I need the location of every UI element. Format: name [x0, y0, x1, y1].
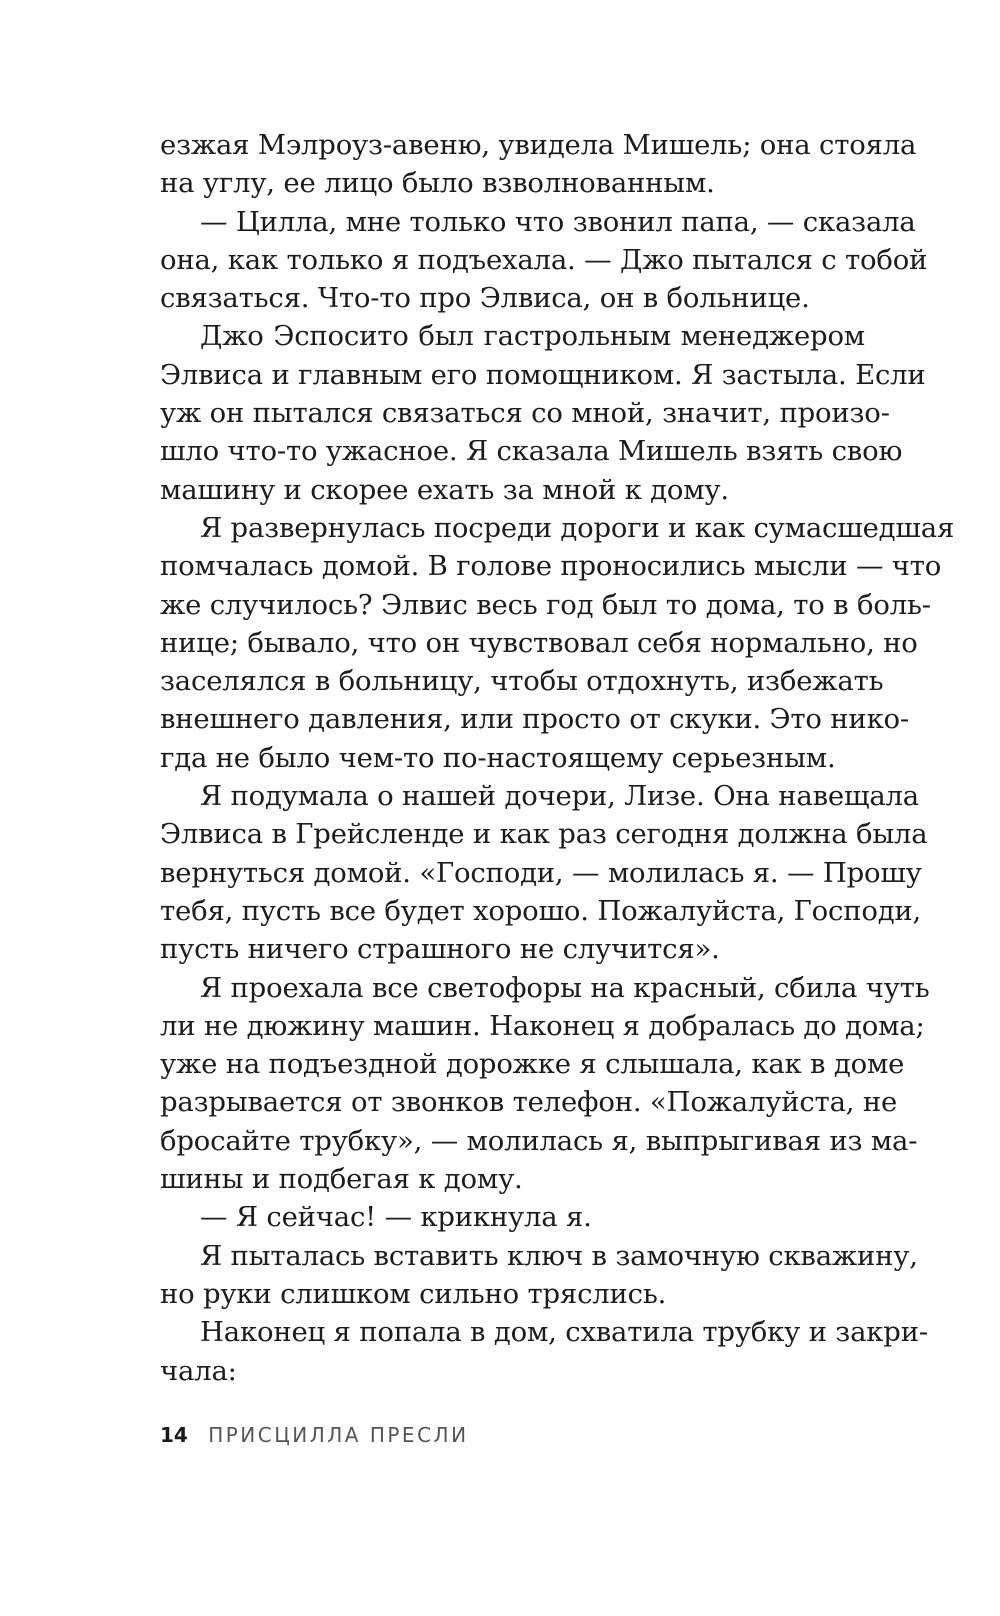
- running-title: ПРИСЦИЛЛА ПРЕСЛИ: [208, 1423, 469, 1447]
- text-line: Я проехала все светофоры на красный, сбила чуть: [200, 971, 930, 1004]
- text-line: нице; бывало, что он чувствовал себя нормально, но: [160, 626, 918, 659]
- text-line: Элвиса и главным его помощником. Я застыла. Если: [160, 358, 926, 391]
- text-line: разрывается от звонков телефон. «Пожалуйста, не: [160, 1086, 898, 1119]
- text-line: на углу, ее лицо было взволнованным.: [160, 167, 715, 200]
- text-line: шины и подбегая к дому.: [160, 1163, 523, 1196]
- text-line: шло что-то ужасное. Я сказала Мишель взять свою: [160, 435, 903, 468]
- text-line: гда не было чем-то по-настоящему серьезным.: [160, 741, 836, 774]
- text-line: внешнего давления, или просто от скуки. Это нико-: [160, 703, 910, 736]
- text-line: Элвиса в Грейсленде и как раз сегодня должна была: [160, 818, 928, 851]
- page-body-text: [160, 126, 955, 1390]
- text-line: пусть ничего страшного не случится».: [160, 933, 720, 966]
- text-line: связаться. Что-то про Элвиса, он в больнице.: [160, 282, 810, 315]
- text-line: Джо Эспосито был гастрольным менеджером: [200, 320, 865, 353]
- text-line: Я подумала о нашей дочери, Лизе. Она навещала: [200, 780, 919, 813]
- text-line: машину и скорее ехать за мной к дому.: [160, 473, 729, 506]
- text-line: Наконец я попала в дом, схватила трубку и закри-: [200, 1316, 928, 1349]
- text-line: Я развернулась посреди дороги и как сумасшедшая: [200, 511, 955, 544]
- text-line: езжая Мэлроуз-авеню, увидела Мишель; она стояла: [160, 129, 917, 161]
- text-line: чала:: [160, 1354, 237, 1387]
- text-line: заселялся в больницу, чтобы отдохнуть, избежать: [160, 665, 884, 698]
- text-line: ли не дюжину машин. Наконец я добралась до дома;: [160, 1009, 925, 1042]
- text-line: тебя, пусть все будет хорошо. Пожалуйста, Господи,: [160, 894, 922, 927]
- text-line: но руки слишком сильно тряслись.: [160, 1277, 667, 1310]
- text-line: бросайте трубку», — молилась я, выпрыгивая из ма-: [160, 1124, 918, 1157]
- text-line: она, как только я подъехала. — Джо пытался с тобой: [160, 243, 928, 276]
- text-line: уж он пытался связаться со мной, значит, произо-: [160, 397, 890, 430]
- page-footer: [160, 1423, 469, 1447]
- text-line: Я пыталась вставить ключ в замочную скважину,: [200, 1239, 918, 1272]
- text-line: помчалась домой. В голове проносились мысли — что: [160, 550, 942, 583]
- text-line: же случилось? Элвис весь год был то дома, то в боль-: [160, 588, 931, 621]
- text-line: вернуться домой. «Господи, — молилась я. — Прошу: [160, 856, 922, 889]
- text-line: уже на подъездной дорожке я слышала, как в доме: [160, 1048, 905, 1081]
- text-line: — Цилла, мне только что звонил папа, — сказала: [200, 205, 916, 238]
- text-line: — Я сейчас! — крикнула я.: [200, 1201, 592, 1234]
- page-number: 14: [160, 1423, 188, 1447]
